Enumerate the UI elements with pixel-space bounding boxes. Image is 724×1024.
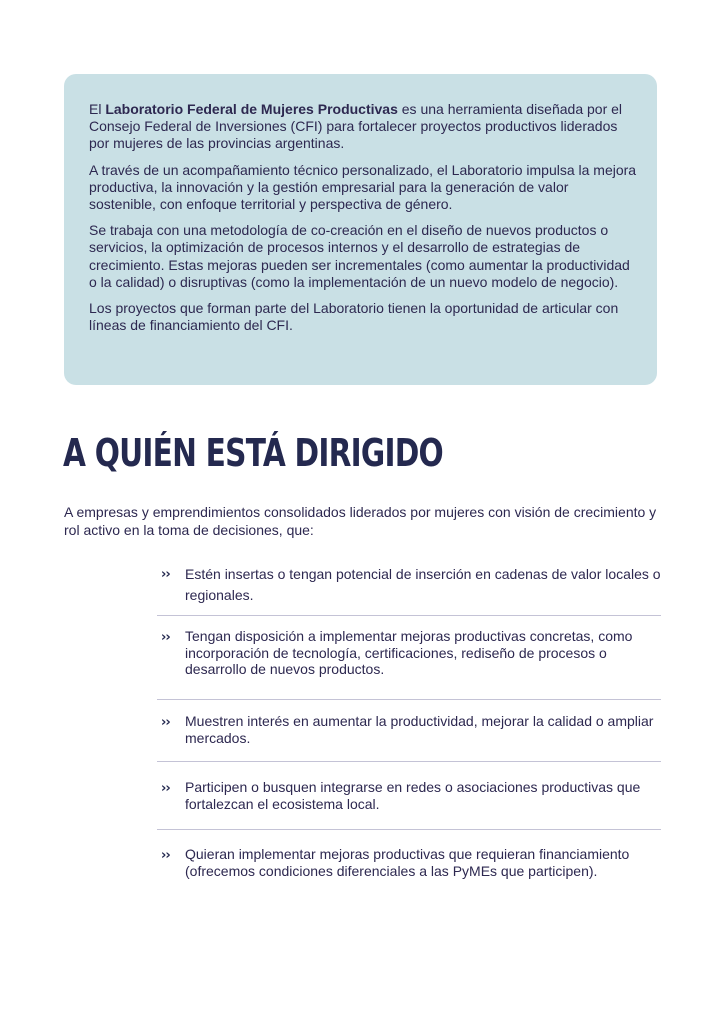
double-chevron-right-icon: ››	[161, 630, 170, 645]
intro-box	[64, 74, 657, 385]
intro-paragraph-2: A través de un acompañamiento técnico personalizado, el Laboratorio impulsa la mejora productiva, la innovación y la gestión empresarial para la generación de valor sostenible, con enfoque territorial y perspectiva de género.	[89, 161, 637, 213]
criteria-item-text: Estén insertas o tengan potencial de inserción en cadenas de valor locales o regionales.	[185, 566, 661, 603]
criteria-item	[157, 830, 661, 900]
double-chevron-right-icon: ››	[161, 567, 170, 582]
criteria-item-text: Quieran implementar mejoras productivas que requieran financiamiento (ofrecemos condiciones diferenciales a las PyMEs que participen).	[185, 846, 630, 879]
section-title: A QUIÉN ESTÁ DIRIGIDO	[63, 431, 443, 475]
double-chevron-right-icon: ››	[161, 715, 170, 730]
intro-paragraph-1	[89, 101, 639, 153]
criteria-item	[157, 700, 661, 762]
intro-paragraph-4: Los proyectos que forman parte del Laboratorio tienen la oportunidad de articular con líneas de financiamiento del CFI.	[89, 300, 619, 334]
intro-paragraph-1-prefix: El	[89, 101, 106, 117]
criteria-item-text: Muestren interés en aumentar la productividad, mejorar la calidad o ampliar mercados.	[185, 713, 654, 746]
double-chevron-right-icon: ››	[161, 848, 170, 863]
criteria-item	[157, 762, 661, 830]
intro-paragraph-3: Se trabaja con una metodología de co-creación en el diseño de nuevos productos o servicios, la optimización de procesos internos y el desarrollo de estrategias de crecimiento. Estas mejoras pueden ser incrementales (como aumentar la productividad o la calidad) o disruptivas (como la implementación de un nuevo modelo de negocio).	[89, 222, 630, 290]
criteria-item-text: Participen o busquen integrarse en redes o asociaciones productivas que fortalezcan el ecosistema local.	[185, 779, 641, 812]
intro-paragraph-1-suffix: es una herramienta diseñada por el Consejo Federal de Inversiones (CFI) para fortalecer proyectos productivos liderados por mujeres de las provincias argentinas.	[89, 101, 623, 152]
double-chevron-right-icon: ››	[161, 781, 170, 796]
criteria-item	[157, 616, 661, 700]
criteria-list	[157, 558, 661, 900]
program-name: Laboratorio Federal de Mujeres Productivas	[105, 101, 398, 117]
criteria-item-text: Tengan disposición a implementar mejoras productivas concretas, como incorporación de tecnología, certificaciones, rediseño de procesos o desarrollo de nuevos productos.	[185, 628, 633, 678]
criteria-item	[157, 558, 661, 616]
section-intro: A empresas y emprendimientos consolidados liderados por mujeres con visión de crecimiento y rol activo en la toma de decisiones, que:	[64, 504, 657, 538]
